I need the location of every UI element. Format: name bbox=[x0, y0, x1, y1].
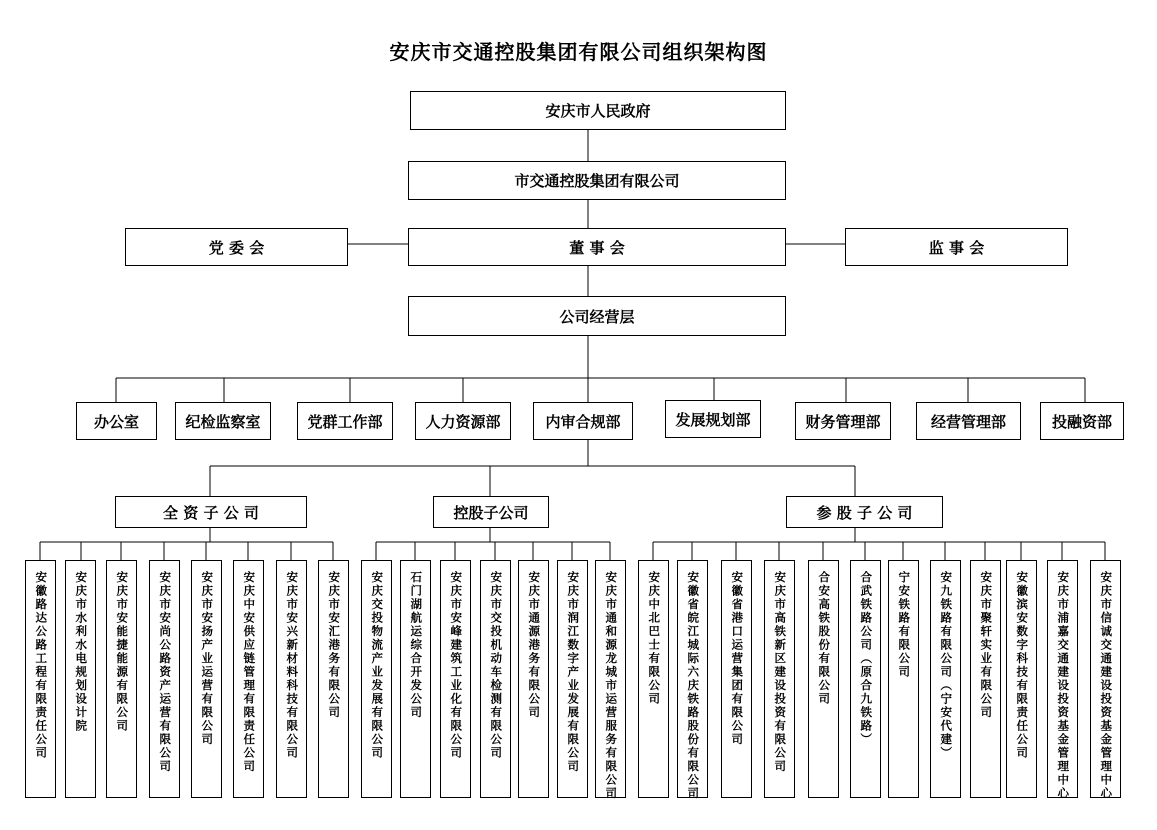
subsidiary-name: 石门湖航运综合开发公司 bbox=[409, 571, 424, 720]
subsidiary-name: 安庆市通源港务有限公司 bbox=[527, 571, 542, 720]
subsidiary-name: 安九铁路有限公司（宁安代建） bbox=[939, 571, 954, 760]
department-box: 内审合规部 bbox=[533, 402, 633, 440]
subsidiary-name: 安庆市交投机动车检测有限公司 bbox=[489, 571, 504, 760]
department-box: 财务管理部 bbox=[795, 402, 891, 440]
subsidiary-name: 安徽路达公路工程有限责任公司 bbox=[34, 571, 49, 760]
subsidiary-box bbox=[1090, 560, 1121, 801]
subsidiary-name: 安庆市信诚交通建设投资基金管理中心 bbox=[1099, 571, 1114, 801]
subsidiary-box bbox=[677, 560, 708, 801]
party-committee-box: 党 委 会 bbox=[125, 228, 348, 266]
subsidiary-box bbox=[808, 560, 839, 798]
minority-category-box: 参 股 子 公 司 bbox=[786, 496, 943, 528]
subsidiary-name: 安庆市通和源龙城市运营服务有限公司 bbox=[604, 571, 619, 801]
chart-title: 安庆市交通控股集团有限公司组织架构图 bbox=[389, 40, 768, 64]
subsidiary-name: 安庆市安能捷能源有限公司 bbox=[115, 571, 130, 733]
subsidiary-name: 安庆市润江数字产业发展有限公司 bbox=[566, 571, 581, 774]
wholly-owned-category-box: 全 资 子 公 司 bbox=[115, 496, 307, 528]
subsidiary-box bbox=[276, 560, 307, 798]
subsidiary-name: 安庆中北巴士有限公司 bbox=[647, 571, 662, 706]
subsidiary-name: 合武铁路公司（原合九铁路） bbox=[859, 571, 874, 747]
subsidiary-box bbox=[764, 560, 795, 798]
subsidiary-box bbox=[191, 560, 222, 798]
subsidiary-box bbox=[970, 560, 1001, 798]
subsidiary-box bbox=[721, 560, 752, 798]
supervisory-board-box: 监 事 会 bbox=[845, 228, 1068, 266]
subsidiary-box bbox=[557, 560, 588, 798]
subsidiary-name: 安庆交投物流产业发展有限公司 bbox=[370, 571, 385, 760]
subsidiary-name: 安徽省皖江城际六庆铁路股份有限公司 bbox=[686, 571, 701, 801]
management-box: 公司经营层 bbox=[408, 296, 786, 336]
subsidiary-box bbox=[106, 560, 137, 798]
board-box: 董 事 会 bbox=[408, 228, 786, 266]
subsidiary-box bbox=[318, 560, 349, 798]
subsidiary-box bbox=[149, 560, 180, 798]
subsidiary-name: 安庆市安尚公路资产运营有限公司 bbox=[158, 571, 173, 774]
holding-category-box: 控股子公司 bbox=[433, 496, 549, 528]
subsidiary-box bbox=[400, 560, 431, 798]
subsidiary-name: 安庆市浦嘉交通建设投资基金管理中心 bbox=[1056, 571, 1071, 801]
department-box: 经营管理部 bbox=[916, 402, 1021, 440]
department-box: 投融资部 bbox=[1040, 402, 1124, 440]
subsidiary-box bbox=[65, 560, 96, 798]
subsidiary-box bbox=[25, 560, 56, 798]
subsidiary-name: 安庆市安汇港务有限公司 bbox=[327, 571, 342, 720]
group-company-box: 市交通控股集团有限公司 bbox=[408, 161, 786, 200]
subsidiary-name: 安庆市聚轩实业有限公司 bbox=[979, 571, 994, 720]
subsidiary-name: 安徽滨安数字科技有限责任公司 bbox=[1015, 571, 1030, 760]
department-box: 人力资源部 bbox=[415, 402, 511, 440]
subsidiary-name: 安徽省港口运营集团有限公司 bbox=[730, 571, 745, 747]
subsidiary-box bbox=[888, 560, 919, 798]
subsidiary-box bbox=[233, 560, 264, 798]
subsidiary-name: 安庆市安峰建筑工业化有限公司 bbox=[449, 571, 464, 760]
subsidiary-box bbox=[1047, 560, 1078, 801]
subsidiary-name: 安庆市安兴新材料科技有限公司 bbox=[285, 571, 300, 760]
subsidiary-box bbox=[930, 560, 961, 798]
subsidiary-name: 宁安铁路有限公司 bbox=[897, 571, 912, 679]
subsidiary-box bbox=[595, 560, 626, 801]
subsidiary-name: 安庆市安扬产业运营有限公司 bbox=[200, 571, 215, 747]
subsidiary-box bbox=[1006, 560, 1037, 798]
department-box: 办公室 bbox=[76, 402, 157, 440]
department-box: 纪检监察室 bbox=[175, 402, 271, 440]
government-box: 安庆市人民政府 bbox=[410, 91, 786, 130]
department-box: 发展规划部 bbox=[665, 400, 761, 438]
subsidiary-box bbox=[518, 560, 549, 798]
subsidiary-box bbox=[480, 560, 511, 798]
subsidiary-box bbox=[440, 560, 471, 798]
subsidiary-name: 合安高铁股份有限公司 bbox=[817, 571, 832, 706]
subsidiary-name: 安庆市高铁新区建设投资有限公司 bbox=[773, 571, 788, 774]
subsidiary-box bbox=[638, 560, 669, 798]
subsidiary-name: 安庆中安供应链管理有限责任公司 bbox=[242, 571, 257, 774]
department-box: 党群工作部 bbox=[297, 402, 393, 440]
subsidiary-name: 安庆市水利水电规划设计院 bbox=[74, 571, 89, 733]
subsidiary-box bbox=[361, 560, 392, 798]
subsidiary-box bbox=[850, 560, 881, 798]
